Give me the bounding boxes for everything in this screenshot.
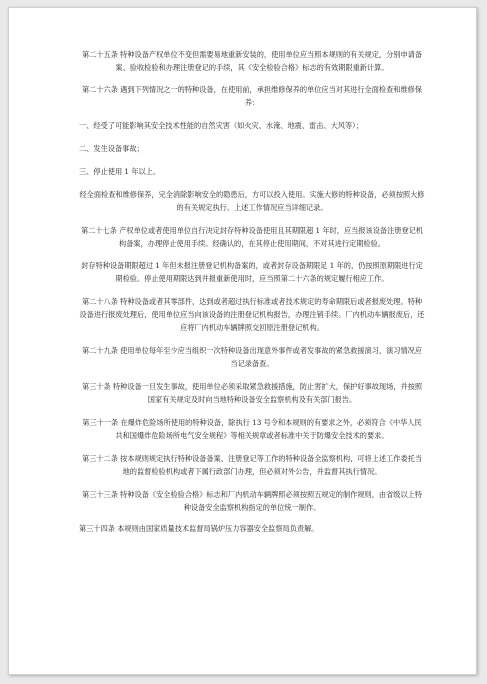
article-33: 第三十三条 特种设备《安全检验合格》标志和厂内机动车辆牌照必须按照五规定的制作规则，由省级以上特种设备安全监察机构指定的单位统一制作。 [81,490,423,512]
article-32: 第三十二条 按本规则规定执行特种设备备案、注册登记等工作的特种设备全监察机构，可将上述工作委托当地的监督检验机构或者下属行政部门办理，但必须对外公告，并监督其执行情况。 [81,454,423,476]
article-27-note: 封存特种设备期限超过 1 年但未报注册登记机构备案的，或者封存设备期限足 1 年的，仍按照原期限进行定期检验。停止使用期限达到并报重新使用时，应当照第二十六条的规定履行相应工作。 [81,261,423,283]
article-28: 第二十八条 特种设备或者其零部件，达到或者超过执行标准或者技术规定的寿命期限后或者报废处理。特种设备进行报废处理后，使用单位应当向该设备的注册登记机构报告，办理注销手续。厂内机动车辆报废后，还应将厂内机动车辆牌照交回原注册登记机构。 [79,297,425,332]
article-26-item-1: 一、经受了可能影响其安全技术性能的自然灾害（如火灾、水淹、地震、雷击、大风等）； [79,121,363,130]
article-31: 第三十一条 在爆炸危险场所使用的特种设备，除执行 13 号令和本规则的有要求之外，必须符合《中华人民共和国爆炸危险场所电气安全规程》等相关规章或者标准中关于防爆安全技术的要求。 [82,418,422,440]
article-29: 第二十九条 使用单位每年至少应当组织一次特种设备出现意外事件或者发事故的紧急救援演习，演习情况应当记录备查。 [81,346,423,368]
article-27: 第二十七条 产权单位或者使用单位自行决定封存特种设备使用且其期限超 1 年时，应当报该设备注册登记机构备案，办理停止使用手续。经确认的，在其停止使用期间，不对其进行定期检验。 [80,226,424,248]
document-page [8,7,477,675]
article-26: 第二十六条 遇到下列情况之一的特种设备，在使用前，承担维修保养的单位应当对其进行全面检查和维修保养： [81,85,423,107]
article-26-note: 经全面检查和维修保养，完全消除影响安全的隐患后，方可以投入使用。实施大修的特种设备，必须按照大修的有关规定执行。上述工作情况应当详细记录。 [79,190,425,212]
article-25: 第二十五条 特种设备产权单位不变但需要易地重新安装的，使用单位应当照本规则的有关规定，分别申请备案、验收检验和办理注册登记的手续，其《安全检验合格》标志的有效期限重新计算。 [81,50,423,72]
article-26-item-2: 二、发生设备事故； [79,144,144,153]
article-30: 第三十条 特种设备一旦发生事故，使用单位必须采取紧急救援措施，防止害扩大，保护好事故现场，并按照国家有关规定及时向当地特种设备安全监察机构及有关部门报告。 [81,382,423,404]
document-body [79,48,425,535]
article-26-item-3: 三、停止使用 1 年以上。 [79,167,161,176]
article-34: 第三十四条 本规则由国家质量技术监督局锅炉压力容器安全监察局负责解。 [79,524,319,533]
